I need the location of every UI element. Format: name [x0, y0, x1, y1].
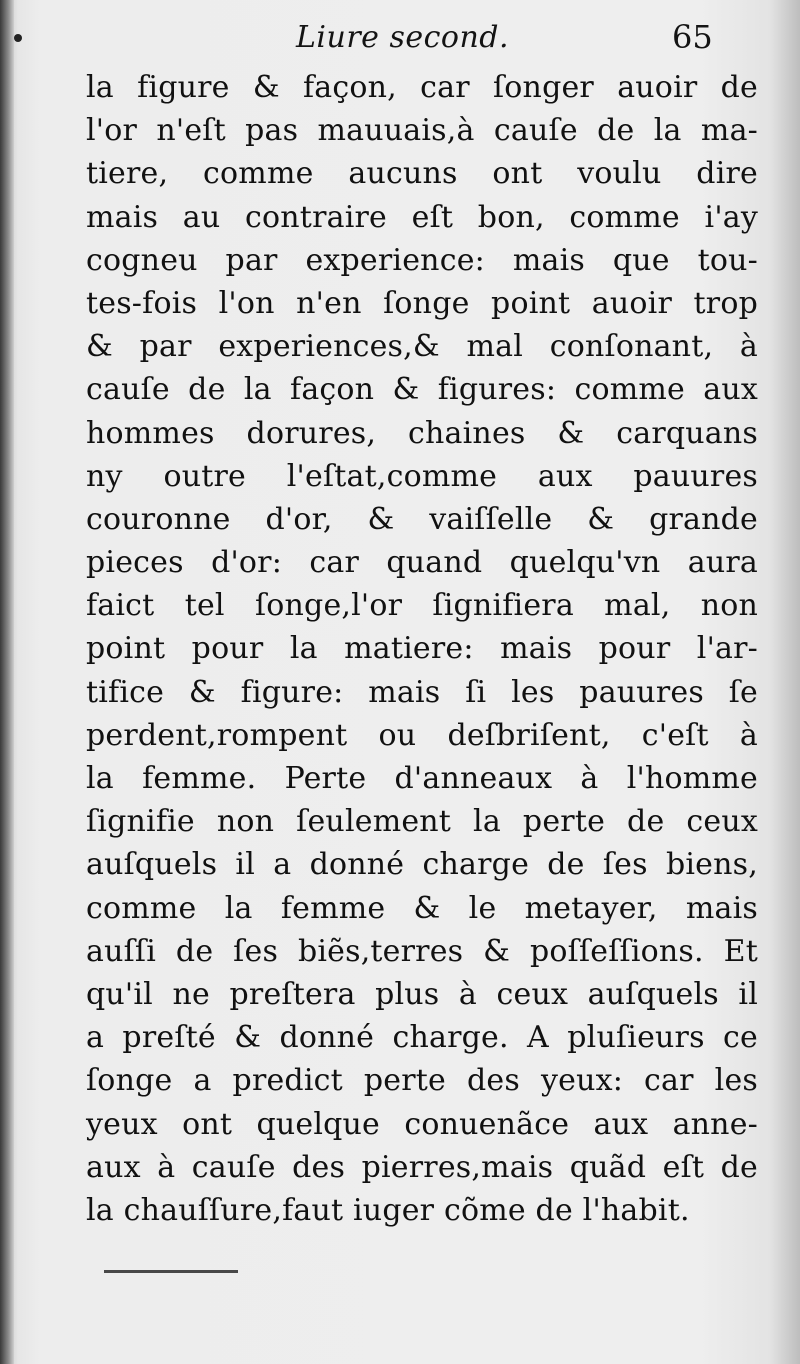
text-line: cauſe de la façon & figures: comme aux	[86, 372, 758, 408]
text-line: ſonge a predict perte des yeux: car les	[86, 1063, 758, 1099]
text-line: couronne d'or, & vaiſſelle & grande	[86, 501, 758, 537]
text-line: ſignifie non ſeulement la perte de ceux	[86, 804, 758, 840]
text-line: pieces d'or: car quand quelqu'vn aura	[86, 545, 758, 581]
running-head	[0, 14, 800, 64]
text-line: faict tel ſonge,l'or ſignifiera mal, non	[86, 588, 758, 624]
footer-rule	[104, 1270, 238, 1273]
text-line: point pour la matiere: mais pour l'ar-	[86, 631, 758, 667]
text-line: hommes dorures, chaines & carquans	[86, 415, 758, 451]
text-line: la chauſſure,faut iuger cõme de l'habit.	[86, 1192, 690, 1228]
running-title: Liure second.	[296, 20, 510, 55]
text-line: a preſté & donné charge. A pluſieurs ce	[86, 1020, 758, 1056]
text-line: ny outre l'eſtat,comme aux pauures	[86, 458, 758, 494]
page-number: 65	[672, 18, 713, 56]
text-line: qu'il ne preſtera plus à ceux auſquels il	[86, 976, 758, 1012]
text-line: cogneu par experience: mais que tou-	[86, 242, 758, 278]
text-line: comme la femme & le metayer, mais	[86, 890, 758, 926]
text-line: & par experiences,& mal conſonant, à	[86, 329, 758, 365]
body-text	[86, 66, 758, 1232]
text-line: la femme. Perte d'anneaux à l'homme	[86, 761, 758, 796]
text-line: mais au contraire eſt bon, comme i'ay	[86, 199, 758, 235]
text-line: la figure & façon, car ſonger auoir de	[86, 70, 758, 105]
text-line: tes-fois l'on n'en ſonge point auoir trop	[86, 285, 758, 321]
binding-gutter	[0, 0, 14, 1364]
text-line: tifice & figure: mais ſi les pauures ſe	[86, 674, 758, 710]
text-line: auſquels il a donné charge de ſes biens,	[86, 847, 758, 883]
text-line: aux à cauſe des pierres,mais quãd eſt de	[86, 1149, 758, 1185]
text-line: l'or n'eſt pas mauuais,à cauſe de la ma-	[86, 113, 758, 149]
text-line: auſſi de ſes biẽs,terres & poſſeſſions. Et	[86, 933, 758, 969]
text-line: perdent,rompent ou deſbriſent, c'eſt à	[86, 717, 758, 753]
text-line: tiere, comme aucuns ont voulu dire	[86, 156, 758, 192]
text-line: yeux ont quelque conuenãce aux anne-	[86, 1106, 758, 1142]
